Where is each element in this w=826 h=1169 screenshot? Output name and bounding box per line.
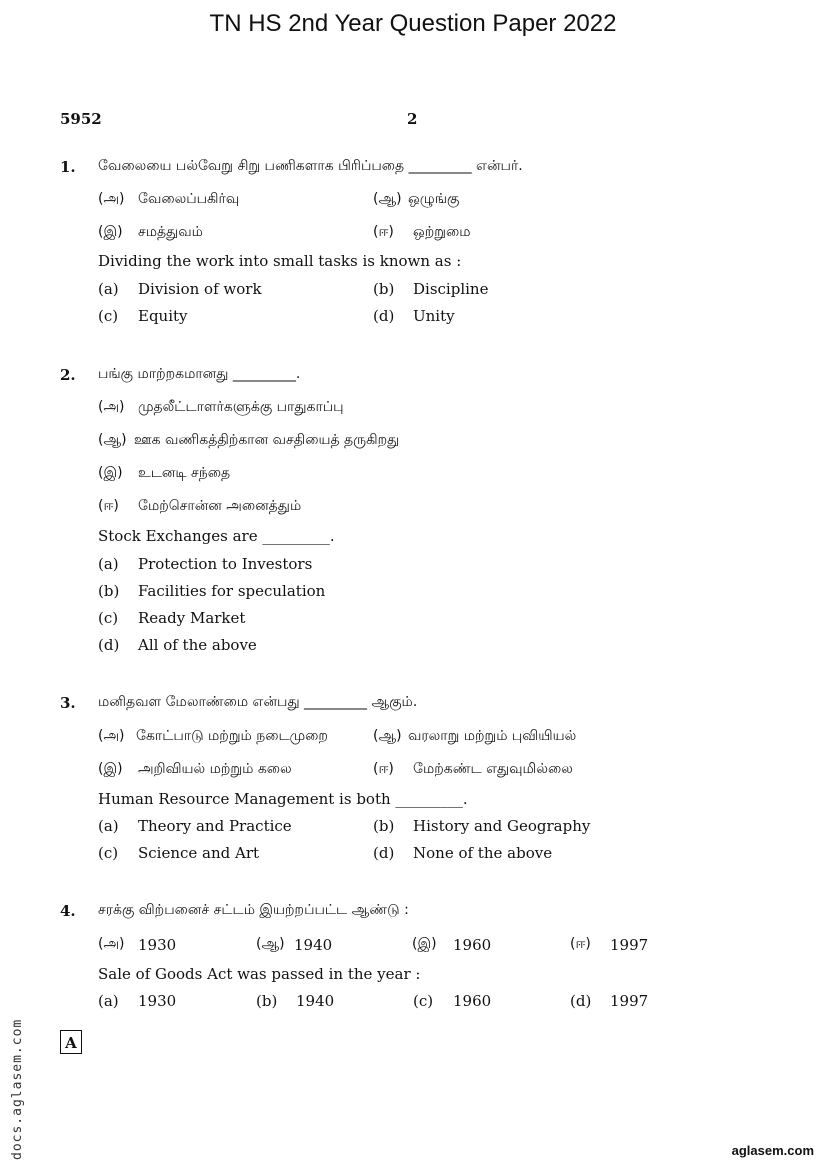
- question-text-english: Sale of Goods Act was passed in the year :: [98, 965, 421, 983]
- option-text: மேற்கண்ட எதுவுமில்லை: [413, 761, 573, 777]
- option-text: Equity: [138, 307, 188, 325]
- option-text: 1960: [453, 992, 492, 1010]
- option-text: Division of work: [138, 280, 262, 298]
- option-text: ஒற்றுமை: [413, 224, 471, 240]
- option-text: வேலைப்பகிர்வு: [138, 191, 240, 207]
- option-label: (ஆ): [373, 191, 402, 207]
- option-label: (அ): [98, 728, 125, 744]
- question-text-tamil: சரக்கு விற்பனைச் சட்டம் இயற்றப்பட்ட ஆண்டு :: [98, 902, 409, 918]
- option-text: அறிவியல் மற்றும் கலை: [138, 761, 292, 777]
- option-label: (a): [98, 817, 119, 835]
- option-label: (ஆ): [256, 936, 285, 952]
- option-text: 1940: [296, 992, 335, 1010]
- option-text: Theory and Practice: [138, 817, 292, 835]
- page-number: 2: [407, 110, 418, 128]
- option-text: 1930: [138, 936, 177, 954]
- question-number: 3.: [60, 694, 76, 712]
- option-label: (c): [413, 992, 434, 1010]
- option-text: முதலீட்டாளர்களுக்கு பாதுகாப்பு: [138, 399, 344, 415]
- option-label: (c): [98, 307, 119, 325]
- page-banner-title: TN HS 2nd Year Question Paper 2022: [209, 10, 617, 37]
- option-label: (இ): [98, 224, 123, 240]
- option-label: (ஆ): [98, 432, 127, 448]
- option-label: (b): [373, 817, 395, 835]
- option-text: Science and Art: [138, 844, 260, 862]
- option-label: (அ): [98, 191, 125, 207]
- option-text: Discipline: [413, 280, 489, 298]
- option-text: உடனடி சந்தை: [138, 465, 231, 481]
- option-label: (இ): [98, 761, 123, 777]
- option-label: (a): [98, 280, 119, 298]
- question-number: 1.: [60, 158, 76, 176]
- option-text: Facilities for speculation: [138, 582, 326, 600]
- option-label: (c): [98, 609, 119, 627]
- option-label: (d): [373, 307, 395, 325]
- option-label: (d): [98, 636, 120, 654]
- question-text-english: Human Resource Management is both _________.: [98, 790, 468, 808]
- option-label: (d): [373, 844, 395, 862]
- question-text-tamil: மனிதவள மேலாண்மை என்பது _________ ஆகும்.: [98, 694, 418, 710]
- option-text: வரலாறு மற்றும் புவியியல்: [408, 728, 577, 744]
- series-box: A: [60, 1030, 82, 1054]
- option-label: (d): [570, 992, 592, 1010]
- question-text-english: Stock Exchanges are _________.: [98, 527, 335, 545]
- option-label: (ஈ): [98, 498, 119, 514]
- paper-code: 5952: [60, 110, 102, 128]
- option-label: (அ): [98, 399, 125, 415]
- option-label: (ஈ): [373, 761, 394, 777]
- option-text: 1997: [610, 992, 649, 1010]
- option-label: (c): [98, 844, 119, 862]
- option-text: History and Geography: [413, 817, 591, 835]
- option-label: (a): [98, 555, 119, 573]
- option-text: 1940: [294, 936, 333, 954]
- side-watermark: docs.aglasem.com: [10, 1018, 25, 1160]
- footer-site-name: aglasem.com: [731, 1143, 814, 1158]
- option-text: None of the above: [413, 844, 553, 862]
- option-text: Unity: [413, 307, 455, 325]
- option-label: (ஈ): [570, 936, 591, 952]
- option-text: 1997: [610, 936, 649, 954]
- option-text: மேற்சொன்ன அனைத்தும்: [138, 498, 302, 514]
- question-text-tamil: வேலையை பல்வேறு சிறு பணிகளாக பிரிப்பதை _________ என்பர்.: [98, 158, 523, 174]
- option-text: Ready Market: [138, 609, 246, 627]
- question-number: 4.: [60, 902, 76, 920]
- option-label: (b): [256, 992, 278, 1010]
- option-text: கோட்பாடு மற்றும் நடைமுறை: [136, 728, 328, 744]
- option-text: All of the above: [138, 636, 257, 654]
- option-text: ஊக வணிகத்திற்கான வசதியைத் தருகிறது: [134, 432, 400, 448]
- option-label: (b): [373, 280, 395, 298]
- option-text: 1930: [138, 992, 177, 1010]
- option-text: Protection to Investors: [138, 555, 313, 573]
- option-text: ஒழுங்கு: [408, 191, 460, 207]
- option-text: சமத்துவம்: [138, 224, 203, 240]
- option-label: (அ): [98, 936, 125, 952]
- option-label: (a): [98, 992, 119, 1010]
- question-text-english: Dividing the work into small tasks is known as :: [98, 252, 462, 270]
- option-label: (இ): [98, 465, 123, 481]
- question-number: 2.: [60, 366, 76, 384]
- option-label: (ஈ): [373, 224, 394, 240]
- option-label: (ஆ): [373, 728, 402, 744]
- option-text: 1960: [453, 936, 492, 954]
- option-label: (இ): [412, 936, 437, 952]
- question-text-tamil: பங்கு மாற்றகமானது _________.: [98, 366, 301, 382]
- option-label: (b): [98, 582, 120, 600]
